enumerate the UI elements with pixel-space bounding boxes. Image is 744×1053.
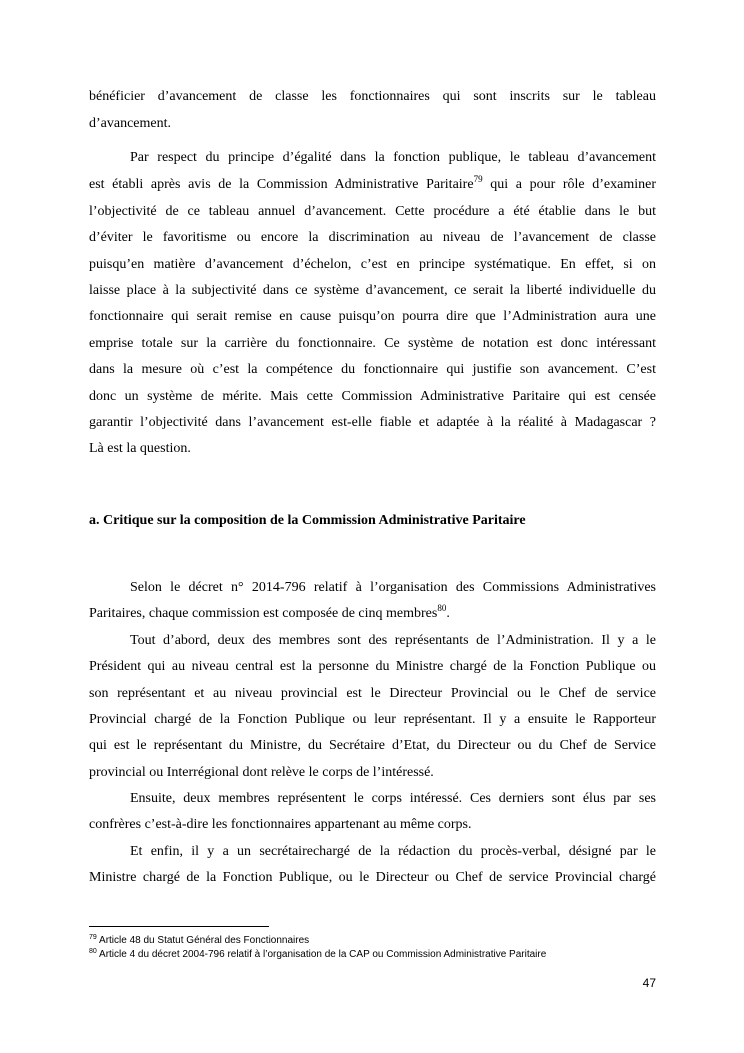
text-line: confrères c’est-à-dire les fonctionnaires appartenant au même corps.	[89, 817, 472, 832]
text-segment: .	[446, 606, 450, 621]
text-line: garantir l’objectivité dans l’avancement est-elle fiable et adaptée à la réalité à Madagascar ?	[89, 415, 656, 430]
text-line: donc un système de mérite. Mais cette Commission Administrative Paritaire qui est censée	[89, 389, 656, 404]
text-line: fonctionnaire qui serait remise en cause puisqu’on pourra dire que l’Administration aura une	[89, 309, 656, 324]
text-line: bénéficier d’avancement de classe les fonctionnaires qui sont inscrits sur le tableau	[89, 89, 656, 104]
text-line: qui est le représentant du Ministre, du Secrétaire d’Etat, du Directeur ou du Chef de Service	[89, 738, 656, 753]
text-line: Président qui au niveau central est la personne du Ministre chargé de la Fonction Publique ou	[89, 659, 656, 674]
footnote-separator	[89, 926, 269, 927]
text-line: Là est la question.	[89, 441, 191, 456]
text-line: emprise totale sur la carrière du fonctionnaire. Ce système de notation est donc intéressant	[89, 336, 656, 351]
text-segment: Paritaires, chaque commission est composée de cinq membres	[89, 606, 438, 621]
text-line: l’objectivité de ce tableau annuel d’avancement. Cette procédure a été établie dans le but	[89, 204, 656, 219]
footnote-number: 79	[89, 934, 97, 941]
text-line: Par respect du principe d’égalité dans la fonction publique, le tableau d’avancement	[130, 150, 656, 165]
footnote-number: 80	[89, 948, 97, 955]
text-line: Tout d’abord, deux des membres sont des représentants de l’Administration. Il y a le	[130, 633, 656, 648]
text-segment: qui a pour rôle d’examiner	[490, 177, 657, 192]
footnote-80	[89, 948, 689, 962]
text-line-with-footnote	[89, 172, 656, 198]
text-line: Et enfin, il y a un secrétairechargé de la rédaction du procès-verbal, désigné par le	[130, 844, 656, 859]
footnote-ref-80: 80	[437, 603, 447, 613]
footnote-text: Article 4 du décret 2004-796 relatif à l’organisation de la CAP ou Commission Administrative Paritaire	[99, 949, 547, 960]
text-line: laisse place à la subjectivité dans ce système d’avancement, ce serait la liberté individuelle du	[89, 283, 656, 298]
text-line: Ministre chargé de la Fonction Publique, ou le Directeur ou Chef de service Provincial chargé	[89, 870, 656, 885]
text-line: provincial ou Interrégional dont relève le corps de l’intéressé.	[89, 765, 434, 780]
text-line: son représentant et au niveau provincial est le Directeur Provincial ou le Chef de service	[89, 686, 656, 701]
text-line: Provincial chargé de la Fonction Publique ou leur représentant. Il y a ensuite le Rapporteur	[89, 712, 656, 727]
text-line-with-footnote	[89, 601, 656, 627]
text-line: d’éviter le favoritisme ou encore la discrimination au niveau de l’avancement de classe	[89, 230, 656, 245]
footnote-ref-79: 79	[473, 174, 483, 184]
text-line: dans la mesure où c’est la compétence du fonctionnaire qui justifie son avancement. C’est	[89, 362, 656, 377]
page-number: 47	[642, 976, 656, 990]
text-line: Selon le décret n° 2014-796 relatif à l’organisation des Commissions Administratives	[130, 580, 656, 595]
section-heading: a. Critique sur la composition de la Commission Administrative Paritaire	[89, 513, 526, 528]
footnote-79	[89, 934, 689, 948]
text-line: d’avancement.	[89, 116, 172, 131]
text-line: Ensuite, deux membres représentent le corps intéressé. Ces derniers sont élus par ses	[130, 791, 656, 806]
text-segment: est établi après avis de la Commission Administrative Paritaire	[89, 177, 474, 192]
footnote-text: Article 48 du Statut Général des Fonctionnaires	[99, 935, 310, 946]
text-line: puisqu’en matière d’avancement d’échelon, c’est en principe systématique. En effet, si on	[89, 257, 656, 272]
